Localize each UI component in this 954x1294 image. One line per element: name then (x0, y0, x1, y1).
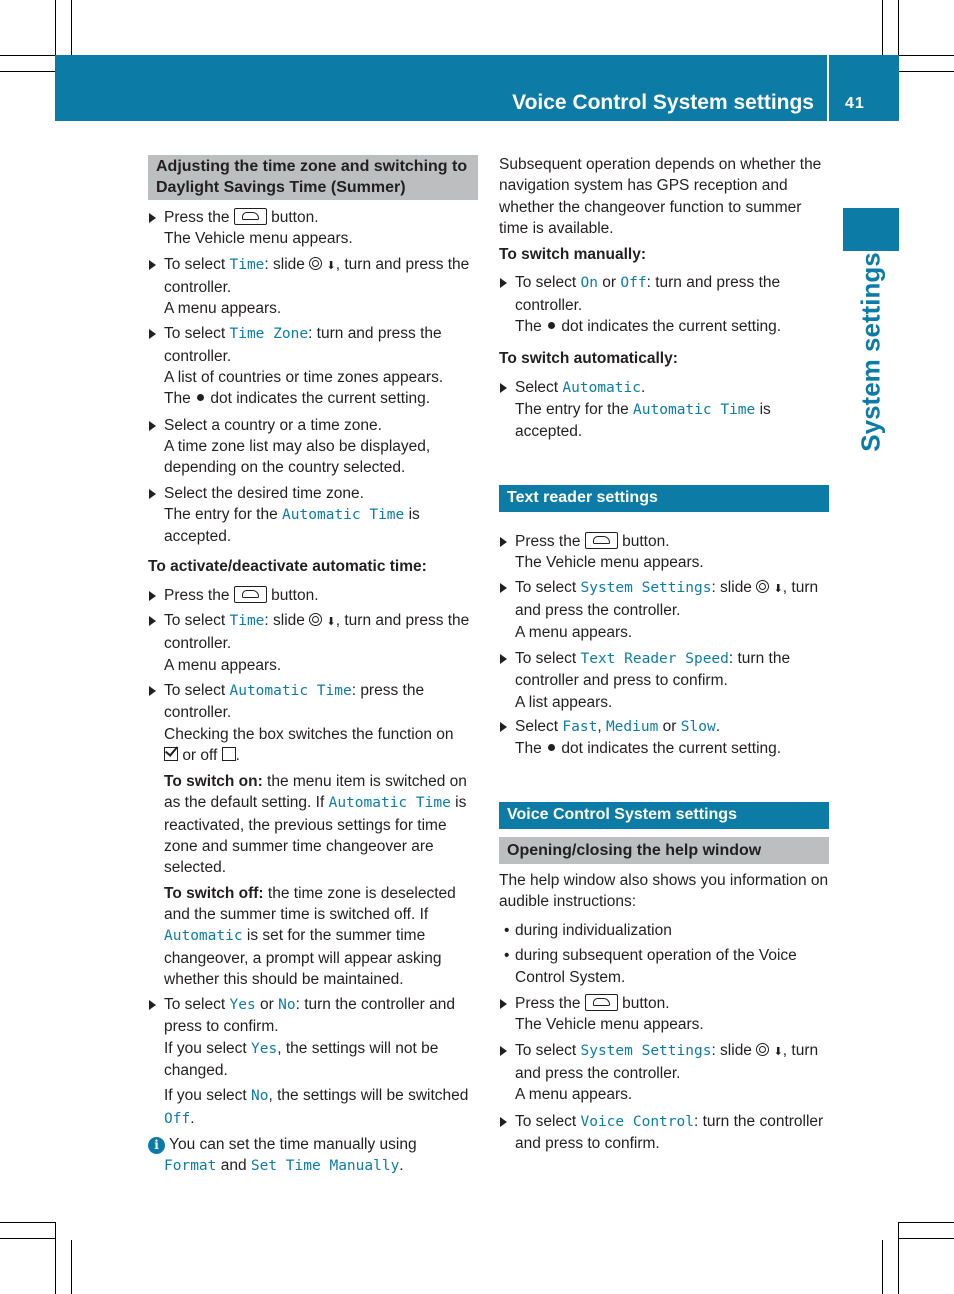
step-text: , turn and press the controller. (164, 255, 470, 296)
vehicle-button-icon (234, 586, 267, 603)
step-result (164, 388, 478, 409)
step-result: The Vehicle menu appears. (515, 553, 704, 571)
section-heading-voice-control: Voice Control System settings (499, 802, 829, 829)
crop-mark (899, 1222, 954, 1223)
step-result: A menu appears. (164, 300, 282, 318)
vehicle-button-icon (234, 208, 267, 225)
menu-item-medium: Medium (605, 718, 659, 735)
step-result-text: or off (182, 746, 218, 764)
step (148, 610, 478, 676)
menu-item-system-settings: System Settings (580, 580, 712, 597)
menu-item-on: On (580, 275, 598, 292)
step-result-text: , the settings will be switched (268, 1087, 469, 1105)
info-text: and (220, 1157, 247, 1175)
step (499, 577, 829, 643)
page-header (55, 55, 899, 121)
step-result: A menu appears. (164, 656, 282, 674)
menu-item-yes: Yes (229, 997, 256, 1014)
step-text: To select (515, 650, 577, 668)
step (499, 1111, 829, 1155)
switch-off-label: To switch off: (164, 884, 264, 902)
slide-down-arrow-icon: ⬇ (326, 616, 336, 629)
step-text: button. (622, 995, 670, 1013)
menu-item-time: Time (229, 256, 265, 273)
step-result-text: , the settings will not be changed. (164, 1039, 439, 1079)
step-result (164, 504, 478, 548)
crop-mark (55, 1222, 56, 1294)
step-result-text: If you select (164, 1087, 247, 1105)
right-column (499, 154, 829, 1154)
side-section-label: System settings (855, 252, 886, 452)
menu-item-automatic-time: Automatic Time (229, 682, 352, 699)
bullet-item: • during subsequent operation of the Voice Control System. (499, 945, 829, 988)
menu-item-off: Off (164, 1110, 191, 1127)
step-result-text: dot indicates the current setting. (210, 390, 431, 408)
page-number: 41 (845, 95, 865, 112)
step-text: : press the controller. (164, 681, 425, 722)
step-text: To select (164, 996, 226, 1014)
menu-item-text-reader-speed: Text Reader Speed (580, 651, 729, 668)
menu-item-automatic: Automatic (164, 928, 243, 945)
step-result (164, 1038, 478, 1082)
step-result: The Vehicle menu appears. (164, 230, 353, 248)
step-text: or (662, 717, 677, 735)
step-text: button. (271, 209, 319, 226)
info-text: . (399, 1157, 404, 1175)
info-icon: i (148, 1137, 165, 1154)
step-result (164, 745, 478, 766)
controller-icon (309, 257, 322, 270)
step-text: : slide (711, 1041, 752, 1059)
controller-icon (756, 1043, 769, 1056)
step-result-text: dot indicates the current setting. (561, 318, 782, 336)
step-text: : turn the controller and press to confirm. (515, 1112, 824, 1152)
step-text: . (640, 378, 646, 396)
side-tab (843, 208, 899, 251)
switch-on-paragraph (148, 771, 478, 878)
menu-item-automatic: Automatic (562, 379, 641, 396)
section-heading-text-reader: Text reader settings (499, 485, 829, 512)
step (148, 207, 478, 250)
intro-paragraph: The help window also shows you information on audible instructions: (499, 871, 829, 910)
step-text: Press the (164, 586, 230, 604)
menu-item-automatic-time: Automatic Time (328, 795, 451, 812)
step-text: To select (515, 274, 577, 292)
crop-mark (71, 0, 72, 55)
step-text: Select (515, 378, 559, 396)
step-text: : slide (264, 255, 305, 273)
menu-item-system-settings: System Settings (580, 1042, 712, 1059)
subheading-activate-automatic-time: To activate/deactivate automatic time: (148, 558, 427, 576)
step-text: : slide (264, 612, 305, 630)
step-text: . (715, 717, 720, 735)
step-text: To select (164, 681, 226, 699)
slide-down-arrow-icon: ⬇ (326, 259, 336, 272)
step-text: To select (164, 325, 226, 343)
step-result (515, 738, 829, 759)
step-result: A menu appears. (515, 1086, 633, 1104)
step-text: : turn the controller and press to confirm. (515, 650, 791, 690)
step-result (515, 316, 829, 337)
step-text: : turn and press the controller. (164, 325, 442, 365)
info-text: You can set the time manually using (169, 1135, 417, 1153)
step (148, 680, 478, 766)
step-text: button. (622, 532, 670, 550)
step-text: Press the (164, 209, 230, 226)
slide-down-arrow-icon: ⬇ (773, 583, 783, 596)
controller-icon (756, 580, 769, 593)
step (148, 323, 478, 409)
slide-down-arrow-icon: ⬇ (773, 1045, 783, 1058)
menu-item-time-zone: Time Zone (229, 326, 309, 343)
crop-mark (882, 0, 883, 55)
step-text: or (602, 274, 617, 292)
switch-on-label: To switch on: (164, 773, 263, 791)
crop-mark (0, 1222, 55, 1223)
step-result-text: The entry for the (164, 505, 278, 523)
crop-mark (882, 1240, 883, 1294)
menu-item-slow: Slow (680, 718, 716, 735)
step-text: , turn and press the controller. (164, 612, 470, 653)
crop-mark (899, 55, 954, 56)
dot-icon (548, 322, 555, 329)
crop-mark (899, 71, 954, 72)
step (499, 716, 829, 760)
step-result: Checking the box switches the function on (164, 725, 454, 743)
step-result-text: dot indicates the current setting. (561, 740, 782, 758)
controller-icon (309, 613, 322, 626)
vehicle-button-icon (585, 994, 618, 1011)
crop-mark (0, 1238, 55, 1239)
paragraph-text: the time zone is deselected and the summer time is switched off. If (164, 884, 456, 923)
step-result-text: The (164, 390, 191, 408)
menu-item-fast: Fast (562, 718, 598, 735)
step-result: A menu appears. (515, 623, 633, 641)
menu-item-off: Off (620, 275, 647, 292)
step (148, 483, 478, 548)
info-continuation (148, 1155, 478, 1177)
step-result-text: is accepted. (164, 505, 420, 546)
crop-mark (898, 1222, 899, 1294)
step-result (515, 399, 829, 443)
step-text: , turn and press the controller. (515, 579, 819, 620)
subheading-switch-automatically: To switch automatically: (499, 350, 678, 368)
step (148, 254, 478, 320)
step-text: or (260, 996, 274, 1014)
step-result-text: The (515, 318, 542, 336)
menu-item-no: No (278, 997, 296, 1014)
step-text: : turn and press the controller. (515, 274, 781, 314)
step-text: To select (515, 579, 577, 597)
step (499, 531, 829, 574)
menu-item-set-time-manually: Set Time Manually (250, 1158, 400, 1175)
step-text: Select a country or a time zone. (164, 416, 382, 434)
vehicle-button-icon (585, 532, 618, 549)
step (499, 377, 829, 443)
paragraph-text: is reactivated, the previous settings for time zone and summer time changeover are selected. (164, 794, 467, 877)
step-result-text: The (515, 740, 542, 758)
menu-item-format: Format (164, 1158, 217, 1175)
header-divider (827, 55, 829, 121)
step-result (164, 1085, 478, 1130)
step-text: Select the desired time zone. (164, 484, 364, 502)
step-result: A list of countries or time zones appears. (164, 369, 444, 387)
header-title: Voice Control System settings (512, 91, 814, 114)
crop-mark (899, 1238, 954, 1239)
menu-item-yes: Yes (251, 1040, 278, 1057)
step-result-text: . (190, 1109, 195, 1127)
step-text: : slide (711, 579, 752, 597)
paragraph-text: is set for the summer time changeover, a prompt will appear asking whether this should be maintained. (164, 927, 442, 988)
menu-item-time: Time (229, 613, 265, 630)
subsection-heading-help-window: Opening/closing the help window (499, 837, 829, 864)
switch-off-paragraph (148, 883, 478, 990)
step-text: Press the (515, 532, 581, 550)
step (499, 1040, 829, 1106)
step-result: A list appears. (515, 693, 613, 711)
intro-paragraph: Subsequent operation depends on whether the navigation system has GPS reception and whether the changeover function to summer time is available. (499, 156, 822, 237)
bullet-item: • during individualization (499, 920, 829, 941)
crop-mark (71, 1240, 72, 1294)
step (499, 648, 829, 713)
step-result-text: If you select (164, 1039, 247, 1057)
subheading-switch-manually: To switch manually: (499, 246, 646, 264)
step (499, 993, 829, 1036)
dot-icon (197, 394, 204, 401)
crop-mark (0, 55, 55, 56)
step-result: The Vehicle menu appears. (515, 1016, 704, 1034)
step (148, 415, 478, 479)
step-text: Press the (515, 995, 581, 1013)
menu-item-voice-control: Voice Control (580, 1113, 694, 1130)
step-text: : turn the controller and press to confirm. (164, 996, 455, 1036)
step-result-text: is accepted. (515, 400, 771, 441)
step-text: , (597, 717, 602, 735)
step-result: A time zone list may also be displayed, depending on the country selected. (164, 437, 431, 477)
dot-icon (548, 744, 555, 751)
step-result-text: . (235, 746, 240, 764)
step (148, 585, 478, 606)
paragraph-text: the menu item is switched on as the default setting. If (164, 773, 467, 812)
menu-item-no: No (251, 1088, 269, 1105)
step-text: To select (164, 612, 226, 630)
section-heading-time-zone: Adjusting the time zone and switching to Daylight Savings Time (Summer) (148, 155, 478, 200)
step-text: To select (515, 1041, 577, 1059)
step-text: To select (515, 1112, 577, 1130)
left-column (148, 155, 478, 1177)
step (148, 994, 478, 1130)
menu-item-automatic-time: Automatic Time (282, 506, 405, 523)
menu-item-automatic-time: Automatic Time (633, 401, 756, 418)
checkbox-empty-icon (222, 747, 236, 761)
crop-mark (0, 71, 55, 72)
step-text: To select (164, 255, 226, 273)
step-result-text: The entry for the (515, 400, 629, 418)
crop-mark (898, 0, 899, 55)
crop-mark (55, 0, 56, 55)
info-note (148, 1134, 478, 1178)
step-text: , turn and press the controller. (515, 1041, 819, 1082)
step-text: Select (515, 717, 559, 735)
checkbox-checked-icon (164, 747, 178, 761)
step-text: button. (271, 586, 319, 604)
step (499, 272, 829, 337)
